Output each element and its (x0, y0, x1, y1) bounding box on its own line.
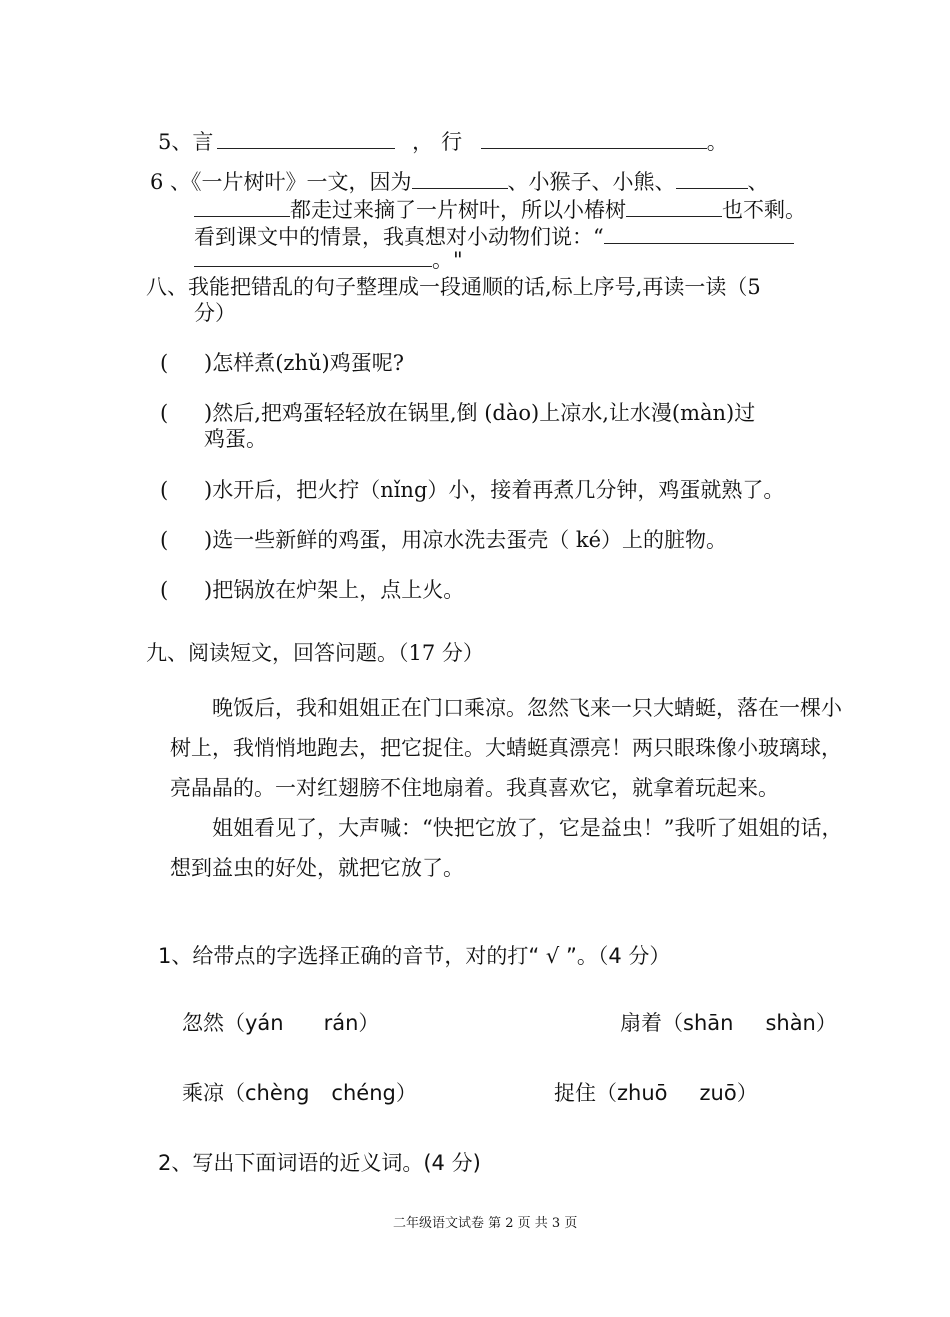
order-number-slot[interactable]: ( (160, 578, 169, 602)
question-6-line-1: 6 、《一片树叶》一文，因为 、小猴子、小熊、 、 (150, 170, 769, 194)
pinyin-choice[interactable]: shàn (765, 1011, 816, 1035)
page-footer: 二年级语文试卷 第 2 页 共 3 页 (393, 1216, 578, 1231)
passage-paragraph-1: 晚饭后，我和姐姐正在门口乘凉。忽然飞来一只大蜻蜓，落在一棵小树上，我悄悄地跑去，把它捉住。大蜻蜓真漂亮！两只眼珠像小玻璃球，亮晶晶的。一对红翅膀不住地扇着。我真喜欢它，就拿着玩起来。 (170, 696, 842, 800)
pinyin-choice[interactable]: chèng (245, 1081, 310, 1105)
answer-blank[interactable] (676, 168, 748, 189)
order-number-slot[interactable]: ( (160, 351, 169, 375)
order-number-slot[interactable]: ( (160, 478, 169, 502)
reading-question-2: 2、写出下面词语的近义词。(4 分) (158, 1151, 481, 1175)
question-6-line-3: 看到课文中的情景，我真想对小动物们说：“ (194, 223, 794, 250)
ordering-item-cont: 鸡蛋。 (204, 427, 267, 451)
answer-blank[interactable] (217, 128, 395, 149)
section-8-title: 八、我能把错乱的句子整理成一段通顺的话,标上序号,再读一读（5 (146, 275, 761, 299)
pinyin-option: 捉住（zhuō zuō） (554, 1081, 758, 1105)
ordering-item: ( )水开后，把火拧（nǐng）小，接着再煮几分钟，鸡蛋就熟了。 (160, 478, 785, 502)
pinyin-choice[interactable]: zhuō (617, 1081, 668, 1105)
order-number-slot[interactable]: ( (160, 528, 169, 552)
pinyin-choice[interactable]: chéng (331, 1081, 396, 1105)
ordering-item: ( )怎样煮(zhǔ)鸡蛋呢? (160, 351, 404, 375)
answer-blank[interactable] (604, 223, 794, 244)
pinyin-choice[interactable]: rán (323, 1011, 359, 1035)
ordering-item: ( )把锅放在炉架上，点上火。 (160, 578, 465, 602)
question-5: 5、言 ， 行 。 (158, 130, 728, 154)
pinyin-option: 忽然（yán rán） (182, 1011, 380, 1035)
pinyin-option: 乘凉（chèng chéng） (182, 1081, 417, 1105)
reading-question-1: 1、给带点的字选择正确的音节，对的打“ √ ”。（4 分） (158, 944, 671, 968)
answer-blank[interactable] (481, 128, 707, 149)
passage-paragraph-2: 姐姐看见了，大声喊：“快把它放了，它是益虫！”我听了姐姐的话，想到益虫的好处，就把它放了。 (170, 816, 843, 880)
pinyin-choice[interactable]: shān (683, 1011, 734, 1035)
ordering-item: ( )选一些新鲜的鸡蛋，用凉水洗去蛋壳（ ké）上的脏物。 (160, 528, 728, 552)
section-8-title-cont: 分） (194, 301, 236, 325)
answer-blank[interactable] (194, 246, 432, 267)
order-number-slot[interactable]: ( (160, 401, 169, 425)
pinyin-choice[interactable]: yán (245, 1011, 284, 1035)
question-6-line-2: 都走过来摘了一片树叶，所以小椿树 也不剩。 (194, 196, 806, 223)
section-9-title: 九、阅读短文，回答问题。（17 分） (146, 641, 484, 665)
answer-blank[interactable] (412, 168, 508, 189)
pinyin-choice[interactable]: zuō (699, 1081, 737, 1105)
answer-blank[interactable] (626, 196, 722, 217)
ordering-item: ( )然后,把鸡蛋轻轻放在锅里,倒 (dào)上凉水,让水漫(màn)过 (160, 401, 756, 425)
answer-blank[interactable] (194, 196, 290, 217)
pinyin-option: 扇着（shān shàn） (620, 1011, 837, 1035)
reading-passage (170, 688, 860, 888)
question-6-line-4: 。" (194, 246, 463, 273)
